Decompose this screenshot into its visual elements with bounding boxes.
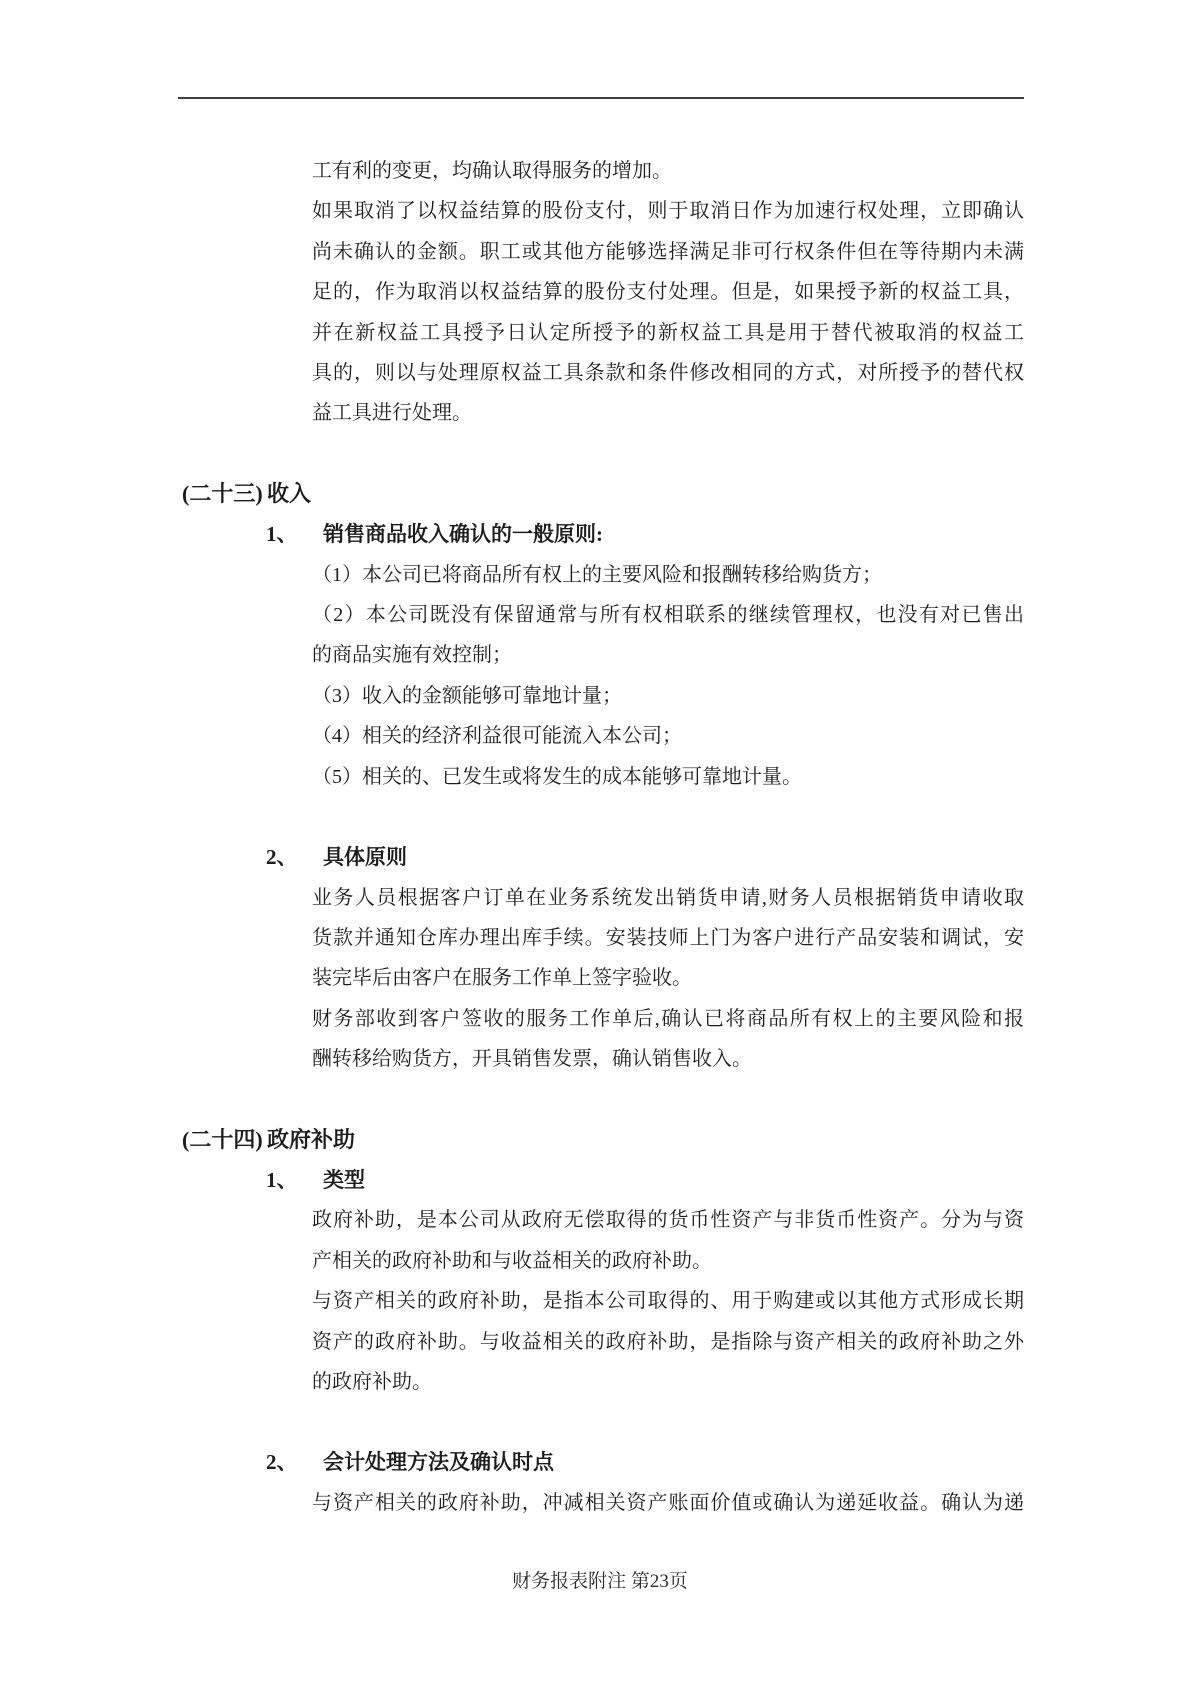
text-line: 产相关的政府补助和与收益相关的政府补助。 — [312, 1249, 712, 1272]
subheading-title: 类型 — [323, 1167, 365, 1192]
text-line: 货款并通知仓库办理出库手续。安装技师上门为客户进行产品安装和调试，安 — [312, 926, 1024, 949]
subheading-number: 2、 — [266, 845, 298, 870]
page-footer: 财务报表附注 第23页 — [512, 1571, 688, 1592]
subheading-number: 1、 — [266, 522, 298, 547]
text-line: 政府补助，是本公司从政府无偿取得的货币性资产与非货币性资产。分为与资 — [312, 1209, 1024, 1232]
text-line: 资产的政府补助。与收益相关的政府补助，是指除与资产相关的政府补助之外 — [312, 1330, 1024, 1353]
text-line: 工有利的变更，均确认取得服务的增加。 — [312, 160, 672, 182]
subsidy-type-paragraph-1 — [0, 1200, 1200, 1281]
text-line: 如果取消了以权益结算的股份支付，则于取消日作为加速行权处理，立即确认 — [312, 200, 1024, 223]
text-line: 与资产相关的政府补助，冲减相关资产账面价值或确认为递延收益。确认为递 — [312, 1491, 1024, 1514]
section-heading-revenue — [182, 474, 1200, 514]
section-title: 收入 — [267, 480, 312, 506]
list-item: （5）相关的、已发生或将发生的成本能够可靠地计量。 — [312, 765, 802, 788]
text-line: 与资产相关的政府补助，是指本公司取得的、用于购建或以其他方式形成长期 — [312, 1290, 1024, 1313]
section-title: 政府补助 — [267, 1126, 356, 1152]
subheading-number: 2、 — [266, 1450, 298, 1475]
text-line: 酬转移给购货方，开具销售发票，确认销售收入。 — [312, 1048, 752, 1071]
general-principles-list — [0, 555, 1200, 797]
subheading-title: 具体原则 — [323, 845, 407, 870]
text-line: 尚未确认的金额。职工或其他方能够选择满足非可行权条件但在等待期内未满 — [312, 240, 1024, 263]
section-heading-subsidy — [182, 1120, 1200, 1160]
section-number: (二十三) — [182, 480, 263, 506]
text-line: 业务人员根据客户订单在业务系统发出销货申请,财务人员根据销货申请收取 — [312, 886, 1024, 909]
subheading-specific-principles — [266, 837, 1200, 877]
list-item: （3）收入的金额能够可靠地计量； — [312, 684, 622, 707]
section-number: (二十四) — [182, 1126, 263, 1152]
text-line: 足的，作为取消以权益结算的股份支付处理。但是，如果授予新的权益工具， — [312, 281, 1024, 304]
header-rule — [178, 97, 1024, 99]
document-body — [0, 151, 1200, 1523]
list-item: （2）本公司既没有保留通常与所有权相联系的继续管理权，也没有对已售出 — [312, 604, 1024, 627]
text-line: 益工具进行处理。 — [312, 402, 472, 425]
text-line: 并在新权益工具授予日认定所授予的新权益工具是用于替代被取消的权益工 — [312, 321, 1024, 344]
specific-principles-paragraph-2 — [0, 999, 1200, 1080]
specific-principles-paragraph-1 — [0, 878, 1200, 999]
text-line: 财务部收到客户签收的服务工作单后,确认已将商品所有权上的主要风险和报 — [312, 1007, 1024, 1030]
subsidy-type-paragraph-2 — [0, 1281, 1200, 1402]
intro-paragraph — [0, 151, 1200, 434]
subheading-title: 销售商品收入确认的一般原则: — [323, 522, 603, 547]
subheading-subsidy-type — [266, 1160, 1200, 1200]
subheading-general-principles — [266, 514, 1200, 554]
list-item: （1）本公司已将商品所有权上的主要风险和报酬转移给购货方； — [312, 563, 882, 586]
text-line: 装完毕后由客户在服务工作单上签字验收。 — [312, 967, 692, 990]
subheading-number: 1、 — [266, 1167, 298, 1192]
subheading-subsidy-accounting — [266, 1442, 1200, 1482]
text-line: 的政府补助。 — [312, 1370, 432, 1393]
subsidy-accounting-paragraph — [0, 1483, 1200, 1523]
list-item: 的商品实施有效控制； — [312, 644, 512, 667]
subheading-title: 会计处理方法及确认时点 — [323, 1450, 554, 1475]
list-item: （4）相关的经济利益很可能流入本公司； — [312, 725, 682, 748]
text-line: 具的，则以与处理原权益工具条款和条件修改相同的方式，对所授予的替代权 — [312, 362, 1024, 385]
